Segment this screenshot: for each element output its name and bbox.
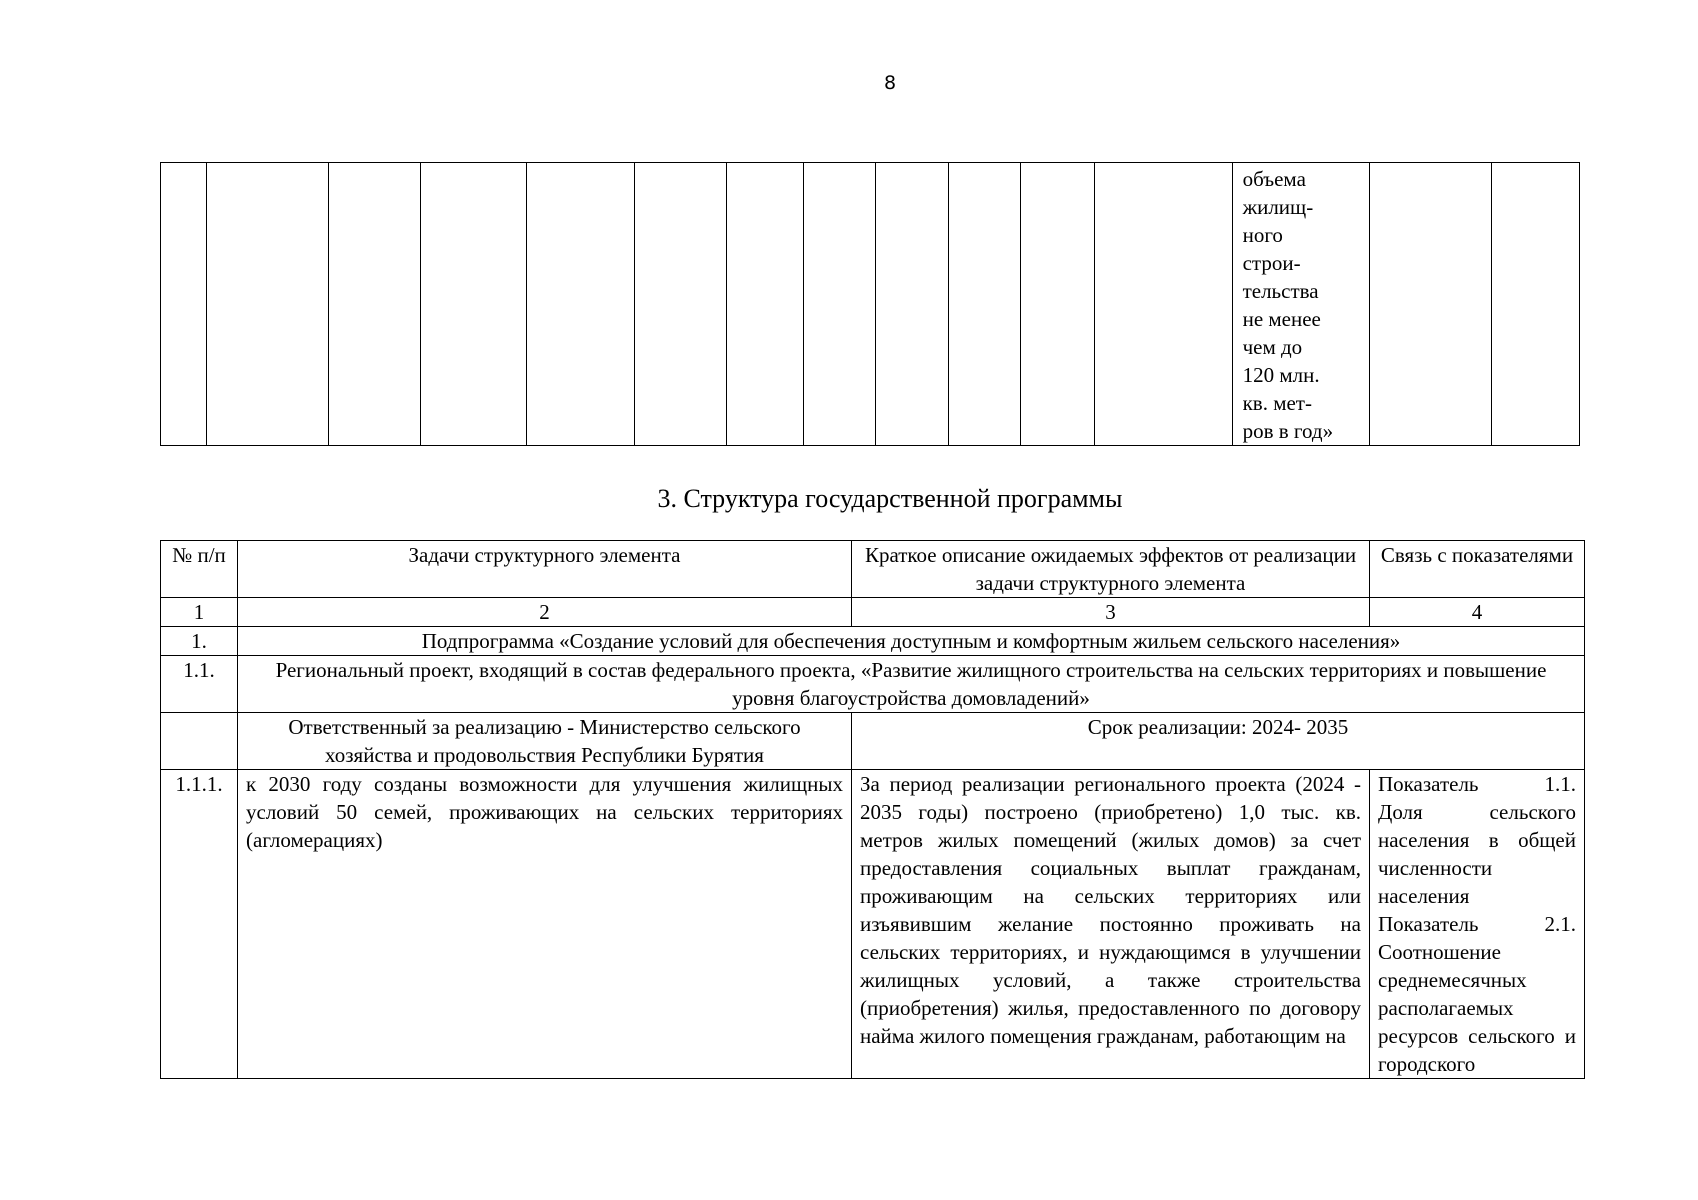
table-cell (161, 713, 238, 770)
header-indicators: Связь с показателями (1370, 541, 1585, 598)
page-number: 8 (883, 72, 897, 94)
column-number: 1 (161, 598, 238, 627)
column-number: 3 (852, 598, 1370, 627)
table-cell (803, 163, 875, 446)
section-title: 3. Структура государственной программы (657, 484, 1123, 513)
continuation-text-cell: объема жилищ- ного строи- тельства не менее чем до 120 млн. кв. мет- ров в год» (1232, 163, 1369, 446)
subprogram-title: Подпрограмма «Создание условий для обеспечения доступным и комфортным жильем сельского населения» (238, 627, 1585, 656)
table-cell (206, 163, 328, 446)
indicator-text: Доля сельского населения в общей численности населения (1378, 800, 1576, 908)
subprogram-number: 1. (161, 627, 238, 656)
column-number-row (161, 598, 1585, 627)
effect-text: За период реализации регионального проекта (2024 - 2035 годы) построено (приобретено) 1,0 тыс. кв. метров жилых помещений (жилых домов) за счет предоставления социальных выплат гражданам, проживающим на сельских территориях или изъявившим желание постоянно проживать на сельских территориях, и нуждающимся в улучшении жилищных условий, а также строительства (приобретения) жилья, предоставленного по договору найма жилого помещения гражданам, работающим на (852, 770, 1370, 1079)
indicator-cell (1370, 770, 1585, 1079)
continuation-table (160, 162, 1580, 446)
table-cell (1369, 163, 1491, 446)
table-cell (949, 163, 1021, 446)
table-cell (328, 163, 420, 446)
implementation-period: Срок реализации: 2024- 2035 (852, 713, 1585, 770)
table-cell (1491, 163, 1579, 446)
column-number: 4 (1370, 598, 1585, 627)
table-row (161, 770, 1585, 1079)
table-cell (727, 163, 803, 446)
indicator-text: Соотношение среднемесячных располагаемых ресурсов сельского и городского (1378, 940, 1576, 1076)
table-cell (161, 163, 207, 446)
row-number: 1.1.1. (161, 770, 238, 1079)
table-cell (875, 163, 948, 446)
project-number: 1.1. (161, 656, 238, 713)
responsible-text: Ответственный за реализацию - Министерство сельского хозяйства и продовольствия Республики Бурятия (238, 713, 852, 770)
task-text: к 2030 году созданы возможности для улучшения жилищных условий 50 семей, проживающих на сельских территориях (агломерациях) (238, 770, 852, 1079)
project-row (161, 656, 1585, 713)
table-cell (1021, 163, 1094, 446)
column-number: 2 (238, 598, 852, 627)
structure-table (160, 540, 1585, 1079)
responsible-row (161, 713, 1585, 770)
project-title: Региональный проект, входящий в состав федерального проекта, «Развитие жилищного строительства на сельских территориях и повышение уровня благоустройства домовладений» (238, 656, 1585, 713)
header-effects: Краткое описание ожидаемых эффектов от реализации задачи структурного элемента (852, 541, 1370, 598)
indicator-label: Показатель 1.1. (1378, 772, 1576, 796)
table-cell (1094, 163, 1232, 446)
header-number: № п/п (161, 541, 238, 598)
header-tasks: Задачи структурного элемента (238, 541, 852, 598)
table-cell (421, 163, 527, 446)
subprogram-row (161, 627, 1585, 656)
indicator-label: Показатель 2.1. (1378, 912, 1576, 936)
table-cell (634, 163, 726, 446)
continuation-row (161, 163, 1580, 446)
table-cell (527, 163, 634, 446)
header-row (161, 541, 1585, 598)
